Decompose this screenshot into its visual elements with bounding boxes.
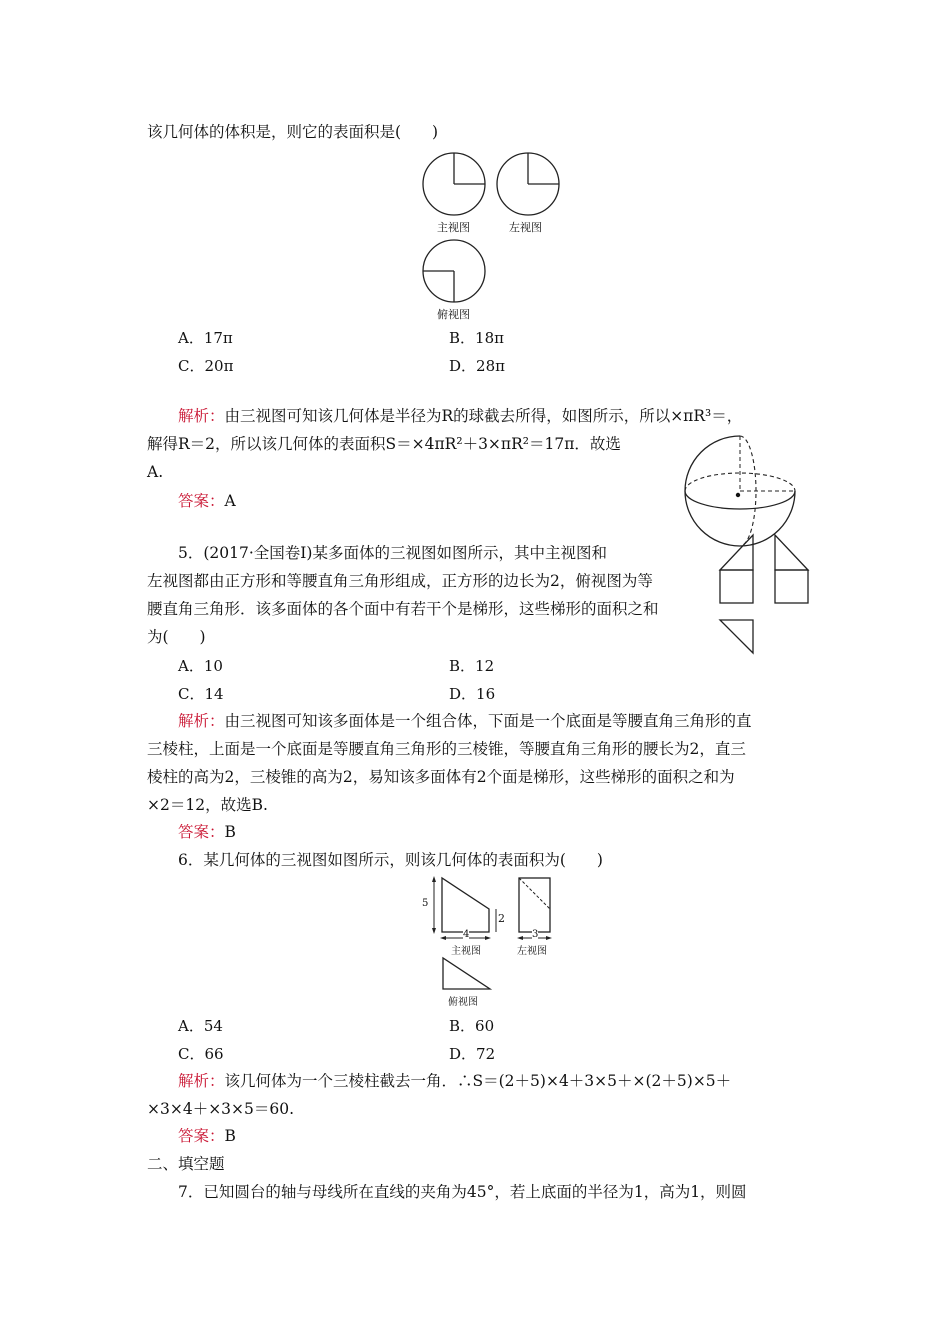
q5-stem-line-1: 5．(2017·全国卷Ⅰ)某多面体的三视图如图所示，其中主视图和 [178,544,607,562]
q5-analysis-text-1: 由三视图可知该多面体是一个组合体，下面是一个底面是等腰直角三角形的直 [224,712,752,730]
q5-answer-value: B [224,823,236,841]
q4-stem-tail: 该几何体的体积是，则它的表面积是( ) [147,123,439,141]
q5-stem-line-2: 左视图都由正方形和等腰直角三角形组成，正方形的边长为2，俯视图为等 [147,572,653,590]
q4-option-c: C．20π [178,357,234,375]
q6-dim-4: 4 [463,929,470,940]
q6-analysis-label: 解析： [178,1072,225,1090]
q4-option-d: D．28π [449,357,505,375]
q4-analysis-line-2: 解得R＝2，所以该几何体的表面积S＝×4πR²＋3×πR²＝17π．故选 [147,435,621,453]
q4-top-view-figure [419,236,489,306]
q6-answer-value: B [224,1127,236,1145]
q4-answer-line [178,491,236,511]
q6-dim-5: 5 [422,898,429,909]
q6-analysis-text-1: 该几何体为一个三棱柱截去一角．∴S＝(2＋5)×4＋3×5＋×(2＋5)×5＋ [224,1072,732,1090]
q6-side-view-caption: 左视图 [517,946,547,957]
q4-side-view-figure [493,149,563,219]
q4-analysis-line-3: A. [147,463,164,481]
q5-analysis-line-4: ×2＝12，故选B. [147,796,268,814]
q5-three-views-figure [718,533,818,658]
q5-option-d: D．16 [449,685,496,703]
q6-answer-label: 答案： [178,1127,225,1145]
q5-stem-line-3: 腰直角三角形．该多面体的各个面中有若干个是梯形，这些梯形的面积之和 [147,600,659,618]
q5-analysis-line-1 [178,711,752,731]
section-2-heading: 二、填空题 [147,1155,225,1173]
q5-option-c: C．14 [178,685,224,703]
q6-stem: 6．某几何体的三视图如图所示，则该几何体的表面积为( ) [178,851,603,869]
q6-side-view-figure [516,873,561,948]
q6-analysis-line-2: ×3×4＋×3×5＝60. [147,1100,295,1118]
q6-dim-2: 2 [498,912,505,925]
q6-front-view-caption: 主视图 [451,946,481,957]
q6-option-b: B．60 [449,1017,495,1035]
q6-option-c: C．66 [178,1045,224,1063]
q5-analysis-line-2: 三棱柱，上面是一个底面是等腰直角三角形的三棱锥，等腰直角三角形的腰长为2，直三 [147,740,746,758]
q7-stem: 7．已知圆台的轴与母线所在直线的夹角为45°，若上底面的半径为1，高为1，则圆 [178,1183,747,1201]
q4-front-view-caption: 主视图 [437,221,470,234]
q4-analysis-label: 解析： [178,407,225,425]
q5-analysis-label: 解析： [178,712,225,730]
q4-top-view-caption: 俯视图 [437,308,470,321]
q4-option-a: A．17π [178,329,233,347]
q4-side-view-caption: 左视图 [509,221,542,234]
q6-top-view-figure [441,955,501,995]
q6-option-a: A．54 [178,1017,223,1035]
q5-stem-line-4: 为( ) [147,628,206,646]
q5-answer-label: 答案： [178,823,225,841]
q6-option-d: D．72 [449,1045,496,1063]
q4-analysis-text-1: 由三视图可知该几何体是半径为R的球截去所得，如图所示，所以×πR³＝， [224,407,743,425]
q4-analysis-line-1 [178,406,742,426]
q4-option-b: B．18π [449,329,504,347]
q6-answer-line [178,1126,236,1146]
q6-dim-3: 3 [532,929,539,940]
q5-answer-line [178,822,236,842]
q6-analysis-line-1 [178,1071,731,1091]
q4-answer-value: A [224,492,236,510]
q5-analysis-line-3: 棱柱的高为2，三棱锥的高为2，易知该多面体有2个面是梯形，这些梯形的面积之和为 [147,768,735,786]
q5-option-b: B．12 [449,657,495,675]
q4-front-view-figure [419,149,489,219]
q4-answer-label: 答案： [178,492,225,510]
q5-option-a: A．10 [178,657,223,675]
q6-top-view-caption: 俯视图 [448,997,478,1008]
